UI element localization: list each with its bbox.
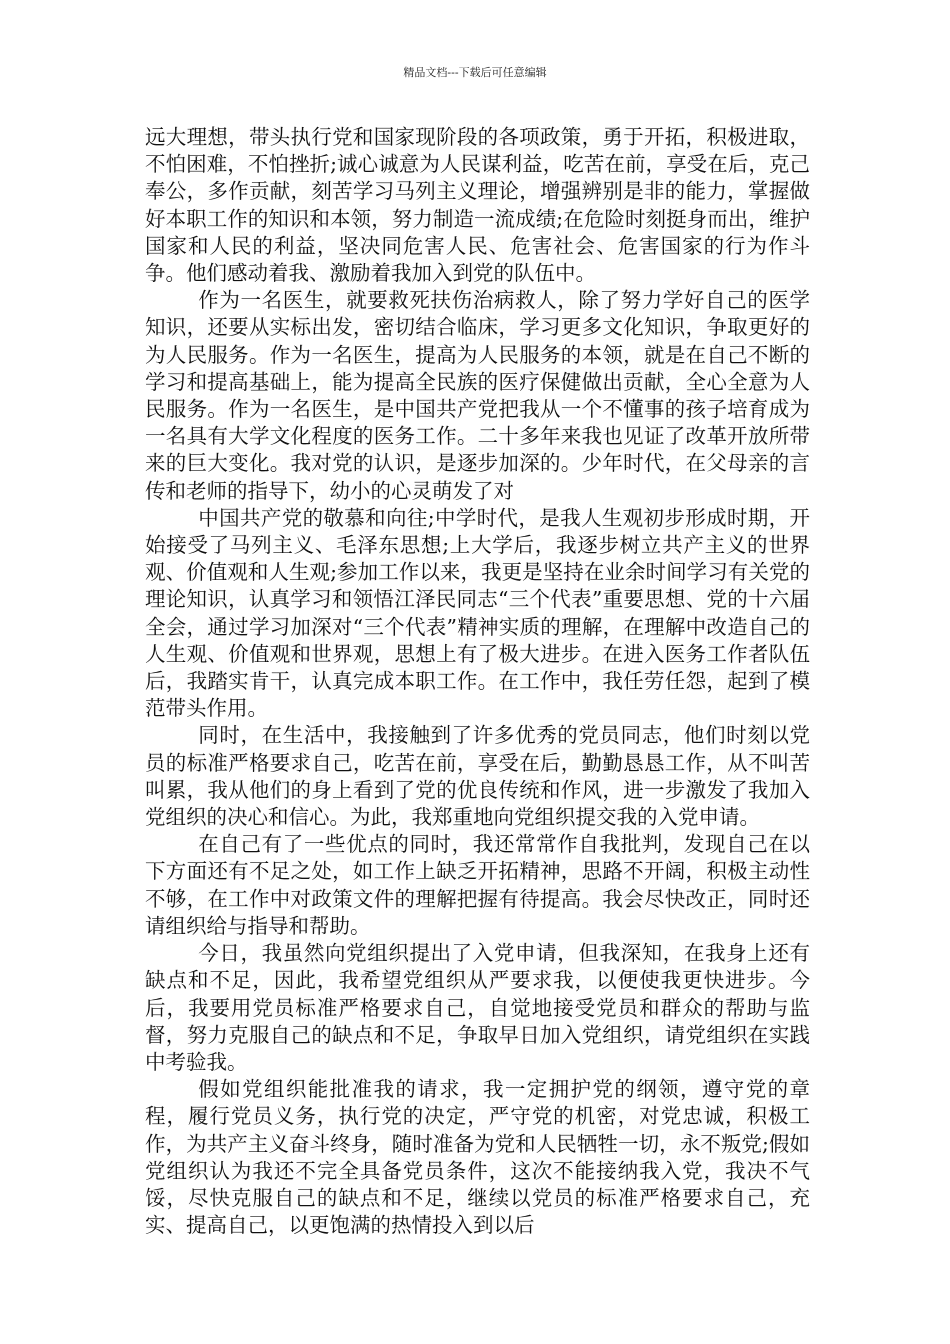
paragraph: 在自己有了一些优点的同时，我还常常作自我批判，发现自己在以下方面还有不足之处，如工作上缺乏开拓精神，思路不开阔，积极主动性不够，在工作中对政策文件的理解把握有待提高。我会尽快改正，同时还请组织给与指导和帮助。 [145,832,810,938]
paragraph: 作为一名医生，就要救死扶伤治病救人，除了努力学好自己的医学知识，还要从实标出发，密切结合临床，学习更多文化知识，争取更好的为人民服务。作为一名医生，提高为人民服务的本领，就是在自己不断的学习和提高基础上，能为提高全民族的医疗保健做出贡献，全心全意为人民服务。作为一名医生，是中国共产党把我从一个不懂事的孩子培育成为一名具有大学文化程度的医务工作。二十多年来我也见证了改革开放所带来的巨大变化。我对党的认识，是逐步加深的。少年时代，在父母亲的言传和老师的指导下，幼小的心灵萌发了对 [145,288,810,503]
page-header: 精品文档---下载后可任意编辑 [403,66,547,79]
paragraph: 今日，我虽然向党组织提出了入党申请，但我深知，在我身上还有缺点和不足，因此，我希望党组织从严要求我，以便使我更快进步。今后，我要用党员标准严格要求自己，自觉地接受党员和群众的帮助与监督，努力克服自己的缺点和不足，争取早日加入党组织，请党组织在实践中考验我。 [145,941,810,1074]
paragraph: 远大理想，带头执行党和国家现阶段的各项政策，勇于开拓，积极进取，不怕困难，不怕挫折;诚心诚意为人民谋利益，吃苦在前，享受在后，克己奉公，多作贡献，刻苦学习马列主义理论，增强辨别是非的能力，掌握做好本职工作的知识和本领，努力制造一流成绩;在危险时刻挺身而出，维护国家和人民的利益，坚决同危害人民、危害社会、危害国家的行为作斗争。他们感动着我、激励着我加入到党的队伍中。 [145,125,810,286]
paragraph: 中国共产党的敬慕和向往;中学时代，是我人生观初步形成时期，开始接受了马列主义、毛泽东思想;上大学后，我逐步树立共产主义的世界观、价值观和人生观;参加工作以来，我更是坚持在业余时间学习有关党的理论知识，认真学习和领悟江泽民同志“三个代表”重要思想、党的十六届全会，通过学习加深对“三个代表”精神实质的理解，在理解中改造自己的人生观、价值观和世界观，思想上有了极大进步。在进入医务工作者队伍后，我踏实肯干，认真完成本职工作。在工作中，我任劳任怨，起到了模范带头作用。 [145,505,810,721]
paragraph: 假如党组织能批准我的请求，我一定拥护党的纲领，遵守党的章程，履行党员义务，执行党的决定，严守党的机密，对党忠诚，积极工作，为共产主义奋斗终身，随时准备为党和人民牺牲一切，永不叛党;假如党组织认为我还不完全具备党员条件，这次不能接纳我入党，我决不气馁，尽快克服自己的缺点和不足，继续以党员的标准严格要求自己，充实、提高自己，以更饱满的热情投入到以后 [145,1077,810,1238]
paragraph: 同时，在生活中，我接触到了许多优秀的党员同志，他们时刻以党员的标准严格要求自己，吃苦在前，享受在后，勤勤恳恳工作，从不叫苦叫累，我从他们的身上看到了党的优良传统和作风，进一步激发了我加入党组织的决心和信心。为此，我郑重地向党组织提交我的入党申请。 [145,723,810,830]
document-body [145,124,810,1239]
